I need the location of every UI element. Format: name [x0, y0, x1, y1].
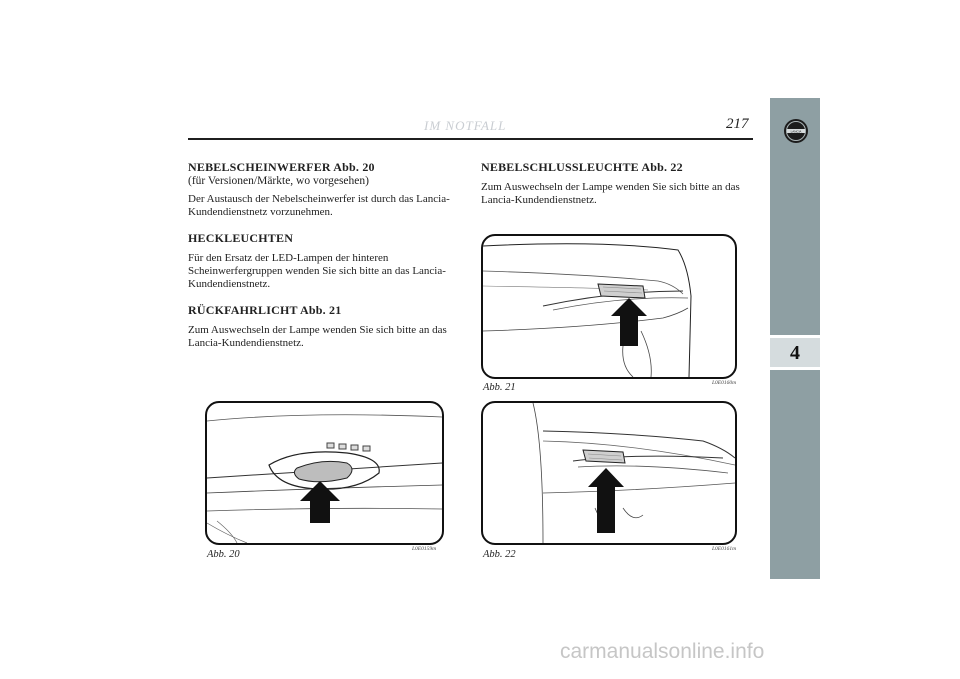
chapter-number[interactable]: 4 [770, 338, 820, 367]
lancia-logo-icon [783, 118, 809, 144]
rear-lights-heading: HECKLEUCHTEN [188, 231, 294, 245]
figure-20-code: L0E0159m [412, 546, 437, 552]
rear-fog-light-body: Zum Auswechseln der Lampe wenden Sie sich bitte an das Lancia-Kundendienstnetz. [481, 181, 740, 206]
figure-20 [205, 401, 444, 545]
sidebar-divider [770, 367, 820, 370]
header-rule [188, 138, 753, 140]
fog-headlights-body: Der Austausch der Nebelscheinwerfer ist durch das Lancia-Kundendienstnetz vorzunehmen. [188, 193, 450, 218]
figure-21-caption: Abb. 21 [483, 382, 516, 393]
reversing-light-heading: RÜCKFAHRLICHT Abb. 21 [188, 303, 342, 317]
figure-21-code: L0E0160m [712, 380, 737, 386]
rear-fog-light-heading: NEBELSCHLUSSLEUCHTE Abb. 22 [481, 160, 683, 174]
figure-20-caption: Abb. 20 [207, 549, 240, 560]
rear-lights-body: Für den Ersatz der LED-Lampen der hinteren Scheinwerfergruppen wenden Sie sich bitte an das Lancia-Kundendienstnetz. [188, 252, 446, 290]
fog-headlights-subheading: (für Versionen/Märkte, wo vorgesehen) [188, 175, 369, 187]
figure-22 [481, 401, 737, 545]
figure-21 [481, 234, 737, 379]
right-column [481, 160, 751, 207]
figure-22-code: L0E0161m [712, 546, 737, 552]
logo-lettering: LANCIA [790, 129, 802, 134]
fog-headlight-illustration [207, 403, 442, 543]
figure-22-caption: Abb. 22 [483, 549, 516, 560]
fog-headlights-heading: NEBELSCHEINWERFER Abb. 20 [188, 160, 375, 174]
reversing-light-body: Zum Auswechseln der Lampe wenden Sie sich bitte an das Lancia-Kundendienstnetz. [188, 324, 447, 349]
running-header-title: IM NOTFALL [424, 118, 507, 133]
left-column [188, 160, 458, 350]
rear-fog-light-illustration [483, 403, 735, 543]
watermark: carmanualsonline.info [560, 640, 765, 663]
page-number: 217 [726, 116, 749, 132]
reversing-light-illustration [483, 236, 735, 377]
